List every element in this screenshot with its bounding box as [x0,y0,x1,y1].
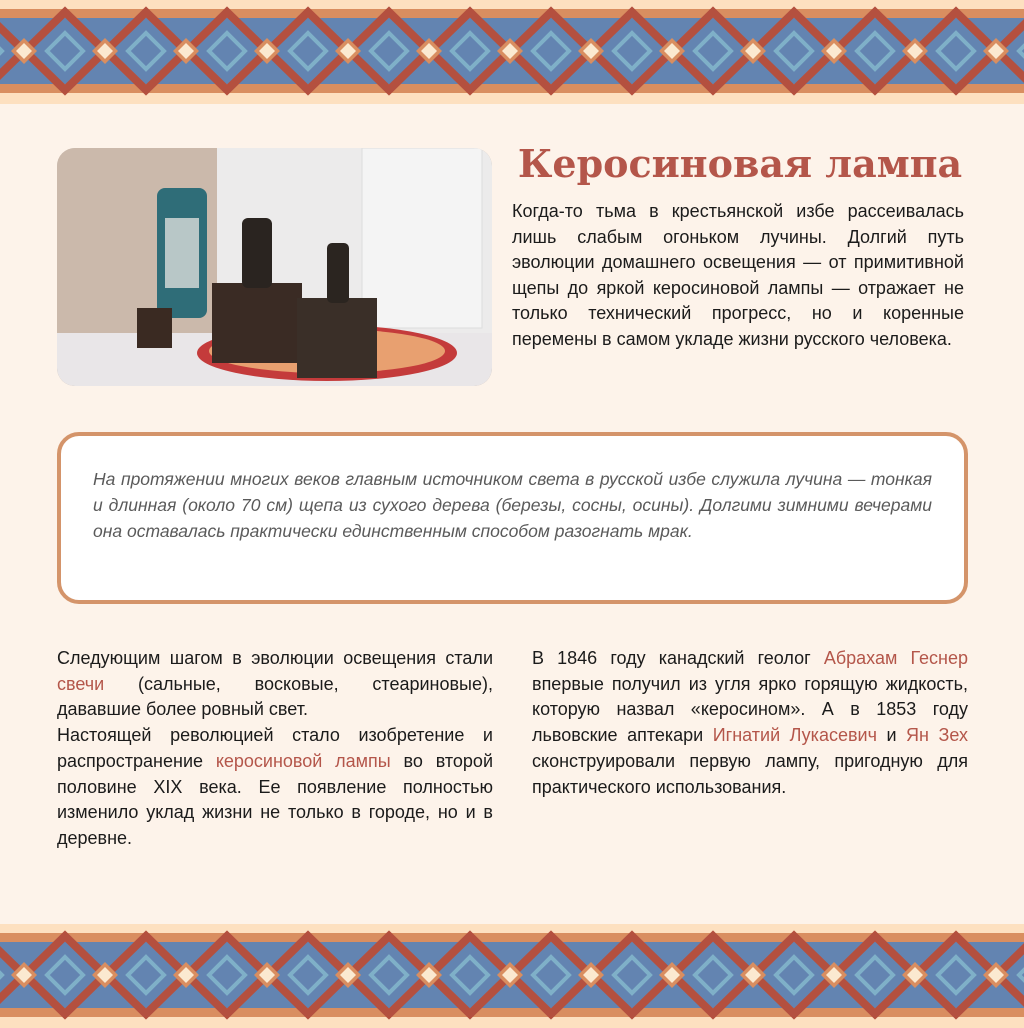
highlight-candles: свечи [57,673,105,694]
text: сконструировали первую лампу, пригодную для практического использования. [532,750,968,797]
highlight-zeh: Ян Зех [906,725,968,746]
left-column [57,646,493,852]
museum-photo [57,148,492,386]
quote-text: На протяжении многих веков главным источником света в русской избе служила лучина — тонкая и длинная (около 70 см) щепа из сухого дерева (березы, сосны, осины). Долгими зимними вечерами она оставалась практически единственным способом разогнать мрак. [93,469,932,541]
right-column [532,646,968,800]
text: Настоящей революцией стало изобретение и распространение [57,725,493,771]
text: (сальные, восковые, стеариновые), дававшие более ровный свет. [57,673,493,720]
highlight-gesner: Абрахам Геснер [823,648,969,668]
intro-text: Когда-то тьма в крестьянской избе рассеивалась лишь слабым огоньком лучины. Долгий путь эволюции домашнего освещения — от примитивной щепы до яркой керосиновой лампы — отражает не только технический прогресс, но и коренные перемены в самом укладе жизни русского человека. [512,201,964,349]
paragraph-kerosene-lamp [57,723,493,852]
text: впервые получил из угля ярко горящую жидкость, которую назвал «керосином». А в 1853 году львовские аптекари [532,673,968,746]
page-title: Керосиновая лампа [517,141,963,186]
text: и [876,725,907,746]
ornament-border-top [0,0,1024,104]
ornament-border-bottom [0,924,1024,1028]
text: во второй половине XIX века. Ее появление полностью изменило уклад жизни не только в городе, но и в деревне. [57,750,493,848]
paragraph-history [532,646,968,800]
highlight-kerosene-lamp: керосиновой лампы [215,750,391,771]
highlight-lukasiewicz: Игнатий Лукасевич [712,725,877,746]
text: В 1846 году канадский геолог [532,648,824,668]
quote-box [57,432,968,604]
text: Следующим шагом в эволюции освещения стали [57,648,493,668]
paragraph-candles [57,646,493,723]
